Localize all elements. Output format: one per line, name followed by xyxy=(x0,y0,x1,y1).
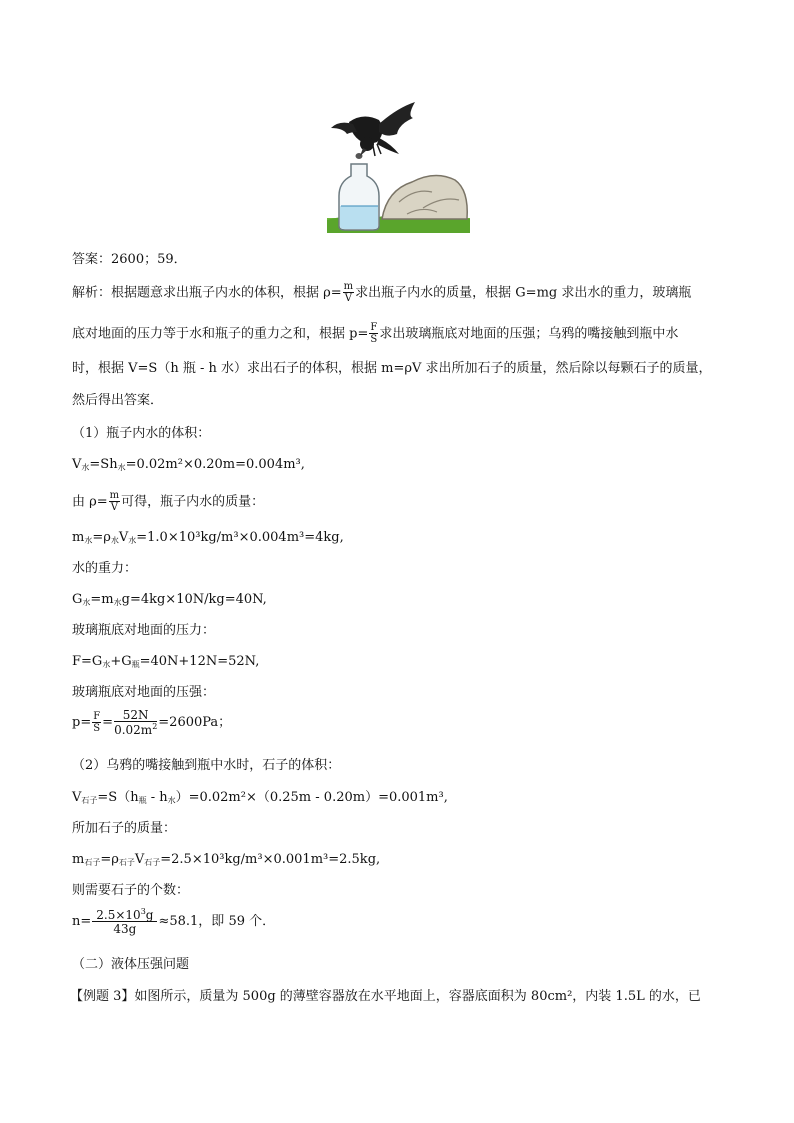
stone-count-title: 则需要石子的个数： xyxy=(72,883,190,898)
analysis-line-1: 解析：根据题意求出瓶子内水的体积，根据 ρ= $\frac{m}{V}$ 求出瓶子内水的质量，根据 G=mg 求出水的重力，玻璃瓶 xyxy=(72,281,692,304)
fraction-52n-over-area: $\frac{52N}{0.02m^2}$ xyxy=(114,708,158,737)
water-volume-equation: $V_水=Sh_水=0.02m^2\times 0.20m=0.004m^3$, xyxy=(72,457,305,472)
fraction-f-over-s: $\frac{F}{S}$ xyxy=(370,322,378,345)
force-equation: $F=G_水+G_瓶=40N+12N=52N$, xyxy=(72,654,260,669)
stone-mass-equation: $m_{石子}=\rho_{石子}V_{石子}=2.5\times 10^3kg/m^3\times 0.001m^3=2.5kg$, xyxy=(72,852,381,867)
fraction-density: $\frac{m}{V}$ xyxy=(109,490,120,513)
fraction-m-over-v: $\frac{m}{V}$ xyxy=(343,281,354,304)
answer-line: 答案：2600；59． xyxy=(72,252,187,267)
stone-volume-equation: $V_{石子}=S(h_瓶 - h_水)=0.02m^2\times(0.25m - 0.20m)=0.001m^3$, xyxy=(72,790,448,805)
rock xyxy=(382,175,467,219)
analysis-line-4: 然后得出答案． xyxy=(72,393,164,408)
analysis-line-3: 时，根据 V=S（h 瓶 - h 水）求出石子的体积，根据 m=ρV 求出所加石子的质量，然后除以每颗石子的质量， xyxy=(72,361,712,376)
force-title: 玻璃瓶底对地面的压力： xyxy=(72,623,216,638)
stone-count-equation: n= $\frac{2.5\times 10^3g}{43g}$ ≈58.1，即 59 个． xyxy=(72,907,276,936)
section-heading: （二）液体压强问题 xyxy=(72,957,190,972)
water-gravity-equation: $G_水=m_水g=4kg\times 10N/kg=40N$, xyxy=(72,592,267,607)
water-mass-equation: $m_水=\rho_水V_水=1.0\times 10^3kg/m^3\times 0.004m^3=4kg$, xyxy=(72,530,344,545)
pressure-equation: p= $\frac{F}{S}$ = $\frac{52N}{0.02m^2}$ =2600Pa； xyxy=(72,708,232,737)
crow-bottle-illustration xyxy=(327,98,470,233)
example-3-text: 【例题 3】如图所示，质量为 500g 的薄壁容器放在水平地面上，容器底面积为 80cm²，内装 1.5L 的水，已 xyxy=(70,989,701,1004)
fraction-stone-count: $\frac{2.5\times 10^3g}{43g}$ xyxy=(92,908,157,935)
water xyxy=(340,206,378,229)
gravity-title: 水的重力： xyxy=(72,561,138,576)
pressure-title: 玻璃瓶底对地面的压强： xyxy=(72,685,216,700)
stone-mass-title: 所加石子的质量： xyxy=(72,821,177,836)
fraction-f-over-s-2: $\frac{F}{S}$ xyxy=(93,710,101,734)
analysis-line-2: 底对地面的压力等于水和瓶子的重力之和，根据 p= $\frac{F}{S}$ 求出玻璃瓶底对地面的压强；乌鸦的嘴接触到瓶中水 xyxy=(72,322,679,345)
step2-title: （2）乌鸦的嘴接触到瓶中水时，石子的体积： xyxy=(72,758,341,773)
step1-title: （1）瓶子内水的体积： xyxy=(72,426,211,441)
mass-intro: 由 ρ= $\frac{m}{V}$ 可得，瓶子内水的质量： xyxy=(72,490,265,513)
